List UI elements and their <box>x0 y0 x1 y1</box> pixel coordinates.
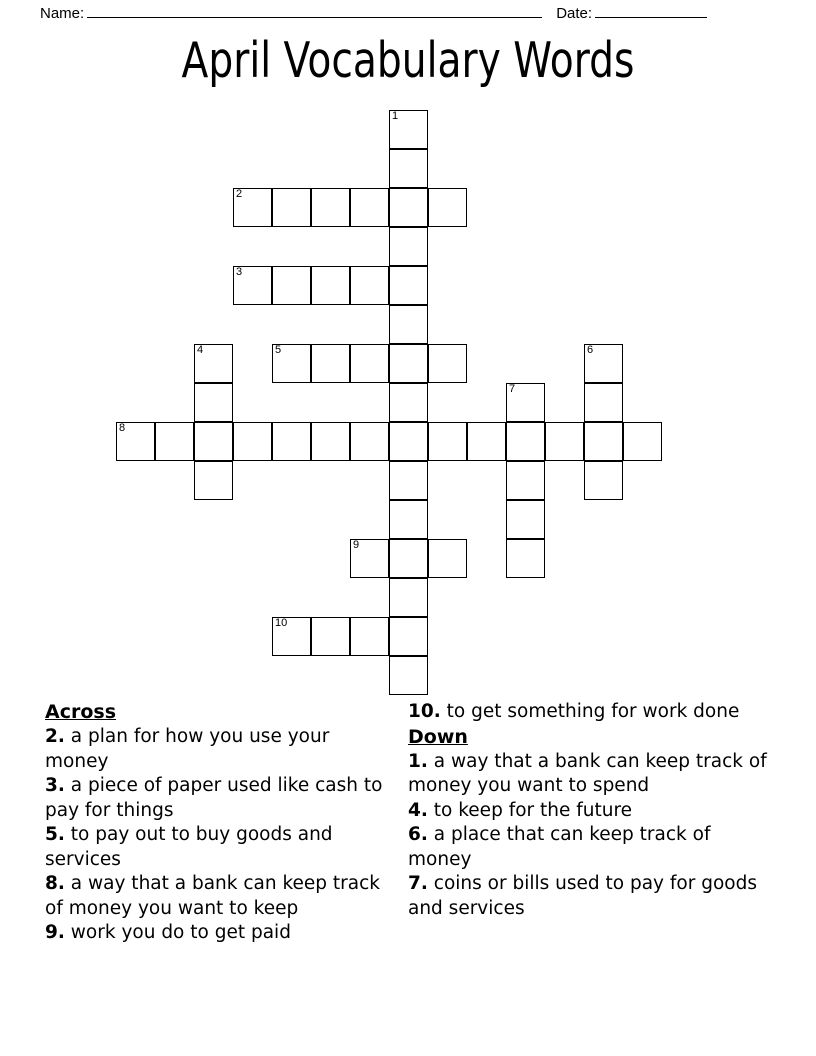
grid-cell[interactable] <box>389 461 428 500</box>
grid-cell[interactable] <box>194 461 233 500</box>
grid-cell-number: 2 <box>236 188 243 200</box>
clue-text: to keep for the future <box>433 799 633 821</box>
grid-cell[interactable] <box>350 422 389 461</box>
grid-cell[interactable] <box>272 617 311 656</box>
grid-cell[interactable] <box>428 188 467 227</box>
grid-cell[interactable] <box>389 188 428 227</box>
clue-text: to pay out to buy goods and services <box>45 824 333 870</box>
clue-number: 2. <box>45 726 65 747</box>
grid-cell[interactable] <box>389 617 428 656</box>
grid-cell[interactable] <box>584 422 623 461</box>
grid-cell[interactable] <box>116 422 155 461</box>
clue-down-4 <box>408 799 771 824</box>
grid-cell[interactable] <box>389 422 428 461</box>
clue-column-right <box>408 700 771 1000</box>
grid-cell[interactable] <box>389 539 428 578</box>
grid-cell[interactable] <box>506 422 545 461</box>
clue-text: work you do to get paid <box>70 922 291 943</box>
grid-cell-number: 10 <box>275 617 288 629</box>
grid-cell[interactable] <box>506 500 545 539</box>
grid-cell-number: 3 <box>236 266 243 278</box>
grid-cell[interactable] <box>584 344 623 383</box>
grid-cell-number: 4 <box>197 344 204 356</box>
name-label: Name: <box>40 5 85 22</box>
grid-cell[interactable] <box>311 266 350 305</box>
grid-cell[interactable] <box>350 344 389 383</box>
grid-cell[interactable] <box>467 422 506 461</box>
grid-cell[interactable] <box>350 188 389 227</box>
clue-across-10 <box>408 700 771 725</box>
grid-cell-number: 5 <box>275 344 282 356</box>
grid-cell[interactable] <box>506 461 545 500</box>
grid-cell[interactable] <box>272 344 311 383</box>
grid-cell[interactable] <box>623 422 662 461</box>
grid-cell[interactable] <box>311 422 350 461</box>
grid-cell[interactable] <box>584 461 623 500</box>
grid-cell[interactable] <box>389 656 428 695</box>
grid-cell[interactable] <box>233 422 272 461</box>
clue-number: 7. <box>408 873 428 894</box>
grid-cell[interactable] <box>194 383 233 422</box>
clue-number: 3. <box>45 775 65 796</box>
grid-cell[interactable] <box>272 188 311 227</box>
grid-cell[interactable] <box>155 422 194 461</box>
clue-down-6 <box>408 823 771 872</box>
clue-text: a way that a bank can keep track of money you want to keep <box>45 873 381 919</box>
clue-column-left <box>45 700 408 1000</box>
grid-cell[interactable] <box>389 266 428 305</box>
clue-text: a piece of paper used like cash to pay for things <box>45 775 383 821</box>
clue-number: 9. <box>45 922 65 943</box>
clue-text: a way that a bank can keep track of money you want to spend <box>408 750 767 796</box>
grid-cell[interactable] <box>389 578 428 617</box>
clue-number: 8. <box>45 873 65 894</box>
clue-text: a plan for how you use your money <box>45 726 330 772</box>
grid-cell[interactable] <box>194 422 233 461</box>
grid-cell[interactable] <box>389 149 428 188</box>
clue-text: to get something for work done <box>446 701 740 722</box>
grid-cell[interactable] <box>350 617 389 656</box>
grid-cell[interactable] <box>233 188 272 227</box>
grid-cell[interactable] <box>389 383 428 422</box>
date-label: Date: <box>556 5 593 22</box>
grid-cell[interactable] <box>545 422 584 461</box>
grid-cell[interactable] <box>194 344 233 383</box>
clue-across-5 <box>45 823 398 872</box>
grid-cell[interactable] <box>428 344 467 383</box>
grid-cell-number: 1 <box>392 110 399 122</box>
clue-lists <box>0 700 816 1000</box>
grid-cell[interactable] <box>428 539 467 578</box>
grid-cell[interactable] <box>389 227 428 266</box>
grid-cell[interactable] <box>389 110 428 149</box>
clue-down-1 <box>408 750 771 799</box>
clue-down-7 <box>408 872 771 921</box>
clue-across-2 <box>45 725 398 774</box>
grid-cell[interactable] <box>389 305 428 344</box>
grid-cell[interactable] <box>311 344 350 383</box>
grid-cell[interactable] <box>350 266 389 305</box>
grid-cell[interactable] <box>272 266 311 305</box>
grid-cell[interactable] <box>389 500 428 539</box>
grid-cell[interactable] <box>506 539 545 578</box>
clue-number: 5. <box>45 824 65 845</box>
clue-number: 6. <box>408 824 428 845</box>
clue-number: 4. <box>408 799 428 821</box>
grid-cell[interactable] <box>350 539 389 578</box>
grid-cell-number: 7 <box>509 383 516 395</box>
grid-cell-number: 6 <box>587 344 594 356</box>
grid-cell[interactable] <box>506 383 545 422</box>
grid-cell[interactable] <box>272 422 311 461</box>
grid-cell[interactable] <box>428 422 467 461</box>
clue-number: 1. <box>408 750 428 772</box>
grid-cell-number: 9 <box>353 539 360 551</box>
grid-cell[interactable] <box>584 383 623 422</box>
across-heading: Across <box>45 701 117 723</box>
clue-text: a place that can keep track of money <box>408 824 711 870</box>
grid-cell[interactable] <box>311 188 350 227</box>
grid-cell[interactable] <box>233 266 272 305</box>
page-title: April Vocabulary Words <box>181 32 635 89</box>
clue-number: 10. <box>408 701 441 722</box>
clue-across-9 <box>45 921 398 946</box>
down-heading: Down <box>408 725 468 748</box>
grid-cell[interactable] <box>311 617 350 656</box>
grid-cell-number: 8 <box>119 422 126 434</box>
clue-across-8 <box>45 872 398 921</box>
clue-across-3 <box>45 774 398 823</box>
clue-text: coins or bills used to pay for goods and services <box>408 873 757 919</box>
grid-cell[interactable] <box>389 344 428 383</box>
